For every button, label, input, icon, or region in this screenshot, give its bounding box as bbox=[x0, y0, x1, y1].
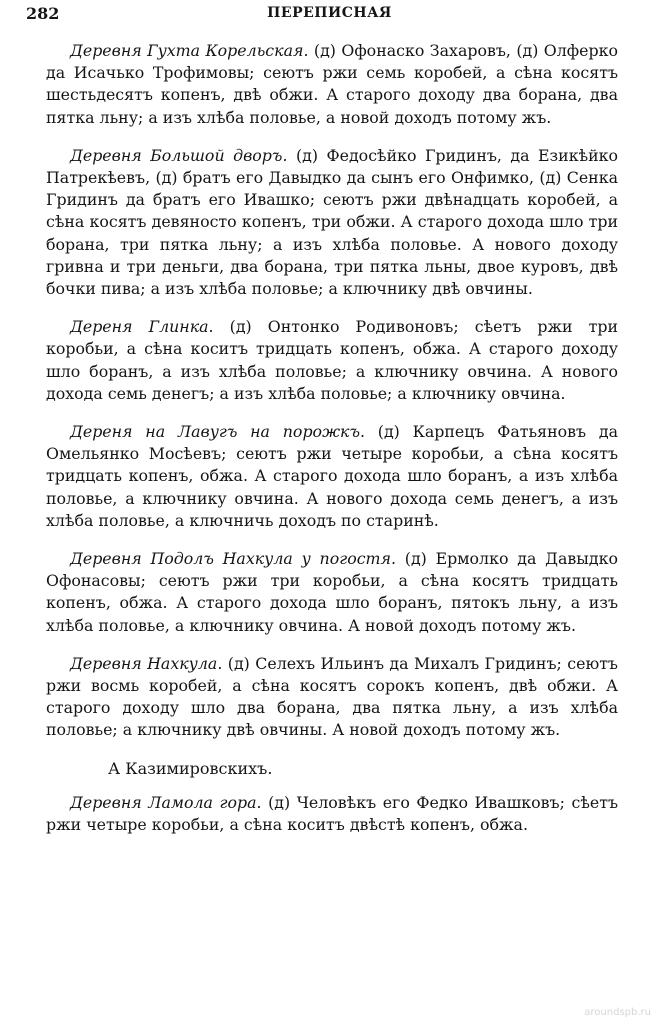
entry-text: (д) Человѣкъ его Федко Ивашковъ; сѣетъ ржи четыре коробьи, а сѣна коситъ двѣстѣ копенъ, обжа. bbox=[46, 792, 618, 834]
village-entry bbox=[46, 421, 618, 532]
entry-text: (д) Федосѣйко Гридинъ, да Езикѣйко Патрекѣевъ, (д) братъ его Давыдко да сынъ его Онфимко, (д) Сенка Гридинъ да братъ его Ивашко; сеютъ ржи двѣнадцать коробей, а сѣна косятъ девяносто копенъ, три обжи. А старого дохода шло три борана, три пятка льну; а изъ хлѣба половье. А нового доходу гривна и три деньги, два борана, три пятка льны, двое куровъ, двѣ бочки пива; а изъ хлѣба половье; а ключнику двѣ овчины. bbox=[46, 145, 619, 299]
entry-text: (д) Онтонко Родивоновъ; сѣетъ ржи три коробьи, а сѣна коситъ тридцать копенъ, обжа. А старого доходу шло боранъ, а изъ хлѣба половье; а ключнику овчина. А нового дохода семь денегъ; а изъ хлѣба половье; а ключнику овчина. bbox=[46, 317, 618, 403]
village-entry bbox=[46, 792, 618, 836]
village-entry bbox=[46, 316, 618, 405]
page-number: 282 bbox=[26, 4, 60, 23]
village-name: Дереня Глинка. bbox=[70, 317, 214, 337]
entry-text: (д) Ермолко да Давыдко Офонасовы; сеютъ ржи три коробьи, а сѣна косятъ тридцать копенъ, обжа. А старого дохода шло боранъ, пятокъ льну, а изъ хлѣба половье, а ключнику овчина. А новой доходъ потому жъ. bbox=[46, 549, 618, 635]
running-title: ПЕРЕПИСНАЯ bbox=[267, 5, 392, 21]
village-name: Деревня Ламола гора. bbox=[70, 792, 262, 812]
village-entry bbox=[46, 40, 618, 129]
village-name: Дереня на Лавугъ на порожкъ. bbox=[70, 422, 366, 442]
entry-text: (д) Карпецъ Фатьяновъ да Омельянко Мосѣевъ; сеютъ ржи четыре коробьи, а сѣна косятъ тридцать копенъ, обжа. А старого дохода шло боранъ, а изъ хлѣба половье, а ключнику овчина. А нового дохода семь денегъ, а изъ хлѣба половье, а ключничь доходъ по старинѣ. bbox=[46, 422, 618, 530]
village-name: Деревня Гухта Корельская. bbox=[70, 41, 309, 60]
entry-text: (д) Офонаско Захаровъ, (д) Олферко да Исачько Трофимовы; сеютъ ржи семь коробей, а сѣна косятъ шестьдесятъ копенъ, двѣ обжи. А старого доходу два борана, два пятка льну; а изъ хлѣба половье, а новой доходъ потому жъ. bbox=[46, 41, 619, 127]
watermark: aroundspb.ru bbox=[584, 1007, 651, 1018]
village-entry bbox=[46, 548, 618, 637]
village-entry bbox=[46, 653, 618, 742]
entry-text: (д) Селехъ Ильинъ да Михалъ Гридинъ; сеютъ ржи восмь коробей, а сѣна косятъ сорокъ копенъ, двѣ обжи. А старого доходу шло два борана, два пятка льну, а изъ хлѣба половье; а ключнику двѣ овчины. А новой доходъ потому жъ. bbox=[46, 653, 618, 740]
page-header bbox=[26, 4, 633, 28]
village-name: Деревня Нахкула. bbox=[70, 653, 223, 673]
page-body bbox=[46, 40, 618, 852]
village-entry bbox=[46, 145, 618, 300]
village-name: Деревня Подолъ Нахкула у погостя. bbox=[70, 549, 397, 569]
village-name: Деревня Большой дворъ. bbox=[70, 145, 288, 165]
section-heading: А Казимировскихъ. bbox=[108, 758, 273, 778]
